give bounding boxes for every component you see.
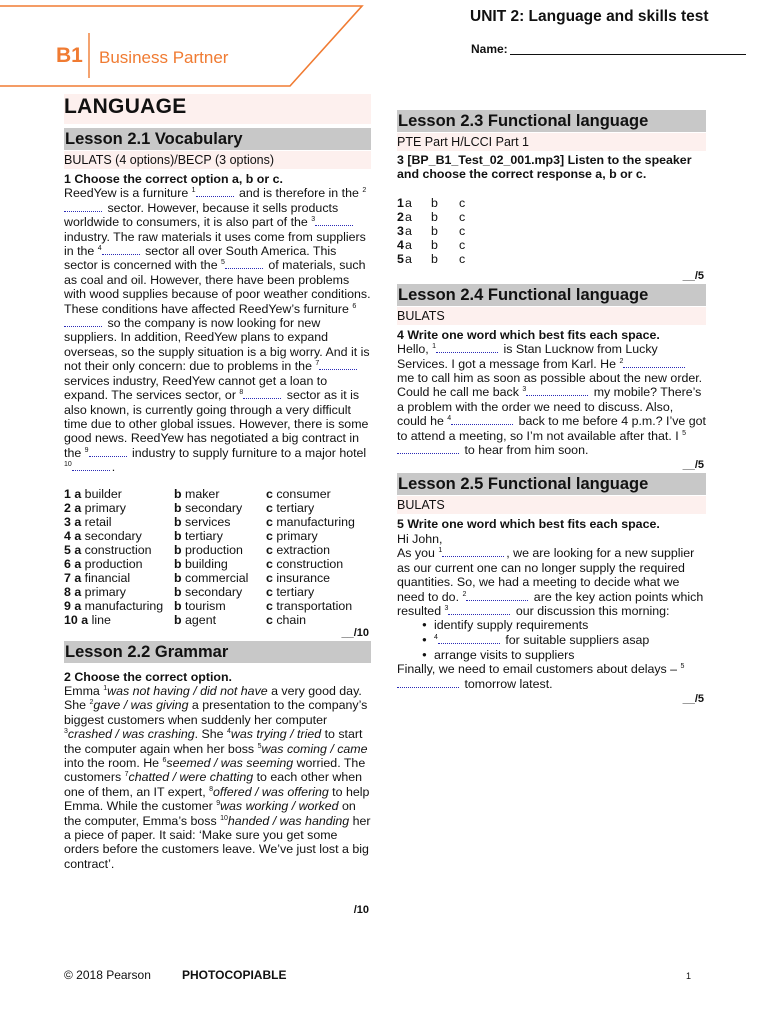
option-c[interactable]: c primary — [266, 528, 318, 543]
gap-4-1[interactable] — [436, 343, 498, 353]
option-c[interactable]: c consumer — [266, 486, 331, 501]
exercise-2-instruction: 2 Choose the correct option. — [64, 669, 232, 684]
option-a[interactable]: 1 a builder — [64, 486, 122, 501]
choice-c[interactable]: c — [459, 195, 466, 210]
choice-b[interactable]: b — [431, 223, 438, 238]
right-column — [397, 110, 706, 705]
option-c[interactable]: c manufacturing — [266, 514, 355, 529]
option-b[interactable]: b services — [174, 514, 231, 529]
gap-4[interactable] — [102, 245, 140, 255]
option-c[interactable]: c construction — [266, 556, 344, 571]
name-label: Name: — [471, 42, 508, 56]
gap-4-2[interactable] — [623, 358, 685, 368]
option-row — [64, 557, 371, 571]
option-c[interactable]: c chain — [266, 612, 306, 627]
gap-9[interactable] — [89, 447, 127, 457]
answer-row — [397, 196, 706, 210]
exercise-1-options — [64, 487, 371, 627]
answer-number: 2 — [397, 209, 404, 224]
option-a[interactable]: 5 a construction — [64, 542, 152, 557]
option-b[interactable]: b tertiary — [174, 528, 223, 543]
answer-number: 5 — [397, 251, 404, 266]
option-row — [64, 599, 371, 613]
exercise-3-answers — [397, 196, 706, 266]
answer-row — [397, 238, 706, 252]
gap-2[interactable] — [64, 202, 102, 212]
choice-a[interactable]: a — [405, 223, 412, 238]
option-row — [64, 529, 371, 543]
exercise-5-text-end: Finally, we need to email customers about delays – $^5$ tomorrow latest. — [397, 662, 685, 691]
option-row — [64, 501, 371, 515]
exercise-5-score: __/5 — [682, 692, 704, 705]
option-c[interactable]: c tertiary — [266, 584, 315, 599]
gap-4-4[interactable] — [451, 415, 513, 425]
level-badge: B1 — [56, 44, 83, 67]
brand-logo — [0, 0, 364, 88]
option-a[interactable]: 3 a retail — [64, 514, 112, 529]
choice-b[interactable]: b — [431, 237, 438, 252]
gap-3[interactable] — [315, 216, 353, 226]
option-c[interactable]: c transportation — [266, 598, 353, 613]
choice-b[interactable]: b — [431, 209, 438, 224]
gap-7[interactable] — [319, 360, 357, 370]
name-field[interactable] — [510, 54, 746, 55]
gap-5[interactable] — [225, 259, 263, 269]
page-number: 1 — [686, 971, 692, 981]
option-c[interactable]: c insurance — [266, 570, 331, 585]
lesson-2-5-exam: BULATS — [397, 496, 706, 514]
choice-a[interactable]: a — [405, 251, 412, 266]
option-row — [64, 543, 371, 557]
option-b[interactable]: b production — [174, 542, 243, 557]
option-a[interactable]: 9 a manufacturing — [64, 598, 164, 613]
section-title: LANGUAGE — [64, 94, 371, 124]
lesson-2-2-heading: Lesson 2.2 Grammar — [64, 641, 371, 663]
left-column — [64, 94, 371, 871]
exercise-5-instruction: 5 Write one word which best fits each space. — [397, 517, 660, 532]
lesson-2-4-heading: Lesson 2.4 Functional language — [397, 284, 706, 306]
choice-b[interactable]: b — [431, 251, 438, 266]
answer-row — [397, 210, 706, 224]
option-c[interactable]: c tertiary — [266, 500, 315, 515]
choice-a[interactable]: a — [405, 209, 412, 224]
gap-5-2[interactable] — [466, 591, 528, 601]
option-row — [64, 487, 371, 501]
exercise-1-text: ReedYew is a furniture $^1$ and is therefore in the $^2$ sector. However, because it sells products worldwide to consumers, it is also part of the $^3$ industry. The raw materials it uses come from suppliers in the $^4$ sector all over South America. This sector is concerned with the $^5$ of materials, such as coal and oil. However, there have been problems with wood supplies because of poor weather conditions. These conditions have affected ReedYew’s furniture $^6$ so the company is now looking for new suppliers. In addition, ReedYew plans to expand overseas, so the supply situation is a big worry. And it is not their only concern: due to problems in the $^7$ services industry, ReedYew cannot get a loan to expand. The services sector, or $^8$ sector as it is also known, is currently going through a very difficult time due to other global issues. However, there is some good news. ReedYew has negotiated a big contract in the $^9$ industry to supply furniture to a major hotel $^{10}$ . — [64, 186, 371, 475]
lesson-2-3-heading: Lesson 2.3 Functional language — [397, 110, 706, 132]
exercise-2-score: /10 — [353, 904, 369, 916]
gap-8[interactable] — [243, 389, 281, 399]
choice-b[interactable]: b — [431, 195, 438, 210]
gap-1[interactable] — [196, 187, 234, 197]
option-row — [64, 515, 371, 529]
exercise-1-score: __/10 — [341, 626, 369, 639]
list-item: ● $^4$ for suitable suppliers asap — [422, 633, 706, 648]
option-b[interactable]: b secondary — [174, 584, 243, 599]
exercise-5-text: Hi John, As you $^1$ , we are looking for a new supplier as our current one can no longer supply the required quantities. So, we had a meeting to decide what we need to do. $^2$ are the key action points which resulted $^3$ our discussion this morning: — [397, 531, 704, 618]
lesson-2-3-exam: PTE Part H/LCCI Part 1 — [397, 133, 706, 151]
choice-a[interactable]: a — [405, 237, 412, 252]
option-a[interactable]: 4 a secondary — [64, 528, 142, 543]
option-a[interactable]: 8 a primary — [64, 584, 126, 599]
choice-c[interactable]: c — [459, 251, 466, 266]
choice-c[interactable]: c — [459, 209, 466, 224]
option-b[interactable]: b building — [174, 556, 228, 571]
exercise-3-instruction: 3 [BP_B1_Test_02_001.mp3] Listen to the speaker and choose the correct response a, b or c. — [397, 153, 692, 182]
list-item: ● arrange visits to suppliers — [422, 648, 706, 663]
option-a[interactable]: 2 a primary — [64, 500, 126, 515]
option-row — [64, 571, 371, 585]
gap-5-5[interactable] — [397, 678, 459, 688]
page-title: UNIT 2: Language and skills test — [470, 8, 709, 25]
list-item: ● identify supply requirements — [422, 618, 706, 633]
gap-4-5[interactable] — [397, 444, 459, 454]
option-b[interactable]: b maker — [174, 486, 220, 501]
answer-number: 1 — [397, 195, 404, 210]
lesson-2-1-heading: Lesson 2.1 Vocabulary — [64, 128, 371, 150]
exercise-4-text: Hello, $^1$ is Stan Lucknow from Lucky Services. I got a message from Karl. He $^2$ me to call him as soon as possible about the new order. Could he call me back $^3$ my mobile? There’s a problem with the order we need to discuss. Also, could he $^4$ back to me before 4 p.m.? I’ve got to attend a meeting, so I’m not available after that. I $^5$ to hear from him soon. — [397, 342, 706, 458]
choice-c[interactable]: c — [459, 237, 466, 252]
option-b[interactable]: b secondary — [174, 500, 243, 515]
copyright: © 2018 Pearson — [64, 968, 151, 982]
lesson-2-4-exam: BULATS — [397, 307, 706, 325]
gap-4-3[interactable] — [526, 386, 588, 396]
option-row — [64, 613, 371, 627]
option-b[interactable]: b commercial — [174, 570, 249, 585]
action-points-list — [422, 618, 706, 662]
choice-c[interactable]: c — [459, 223, 466, 238]
brand-name: Business Partner — [99, 48, 229, 67]
answer-number: 3 — [397, 223, 404, 238]
option-b[interactable]: b agent — [174, 612, 217, 627]
option-a[interactable]: 6 a production — [64, 556, 143, 571]
gap-5-3[interactable] — [448, 605, 510, 615]
exercise-1-instruction: 1 Choose the correct option a, b or c. — [64, 172, 283, 186]
photocopiable-label: PHOTOCOPIABLE — [182, 968, 287, 982]
option-a[interactable]: 7 a financial — [64, 570, 131, 585]
gap-6[interactable] — [64, 317, 102, 327]
exercise-3-score: __/5 — [682, 269, 704, 282]
exercise-2-text: Emma $^1$was not having / did not have a very good day. She $^2$gave / was giving a presentation to the company’s biggest customers when suddenly her computer $^3$crashed / was crashing. She $^4$was trying / tried to start the computer again when her boss $^5$was coming / came into the room. He $^6$seemed / was seeming worried. The customers $^7$chatted / were chatting to each other when one of them, an IT expert, $^8$offered / was offering to help Emma. While the customer $^9$was working / worked on the computer, Emma’s boss $^{10}$handed / was handing her a piece of paper. It said: ‘Make sure you get some orders before the customers leave. We’ve just lost a big contract’. — [64, 683, 371, 871]
choice-a[interactable]: a — [405, 195, 412, 210]
option-c[interactable]: c extraction — [266, 542, 331, 557]
answer-number: 4 — [397, 237, 404, 252]
gap-5-1[interactable] — [442, 547, 504, 557]
exercise-4-score: __/5 — [682, 459, 704, 472]
answer-row — [397, 224, 706, 238]
gap-5-4[interactable] — [438, 634, 500, 644]
exercise-4-instruction: 4 Write one word which best fits each space. — [397, 327, 660, 342]
gap-10[interactable] — [72, 461, 110, 471]
lesson-2-5-heading: Lesson 2.5 Functional language — [397, 473, 706, 495]
answer-row — [397, 252, 706, 266]
option-row — [64, 585, 371, 599]
lesson-2-1-exam: BULATS (4 options)/BECP (3 options) — [64, 151, 371, 169]
option-b[interactable]: b tourism — [174, 598, 226, 613]
option-a[interactable]: 10 a line — [64, 612, 111, 627]
